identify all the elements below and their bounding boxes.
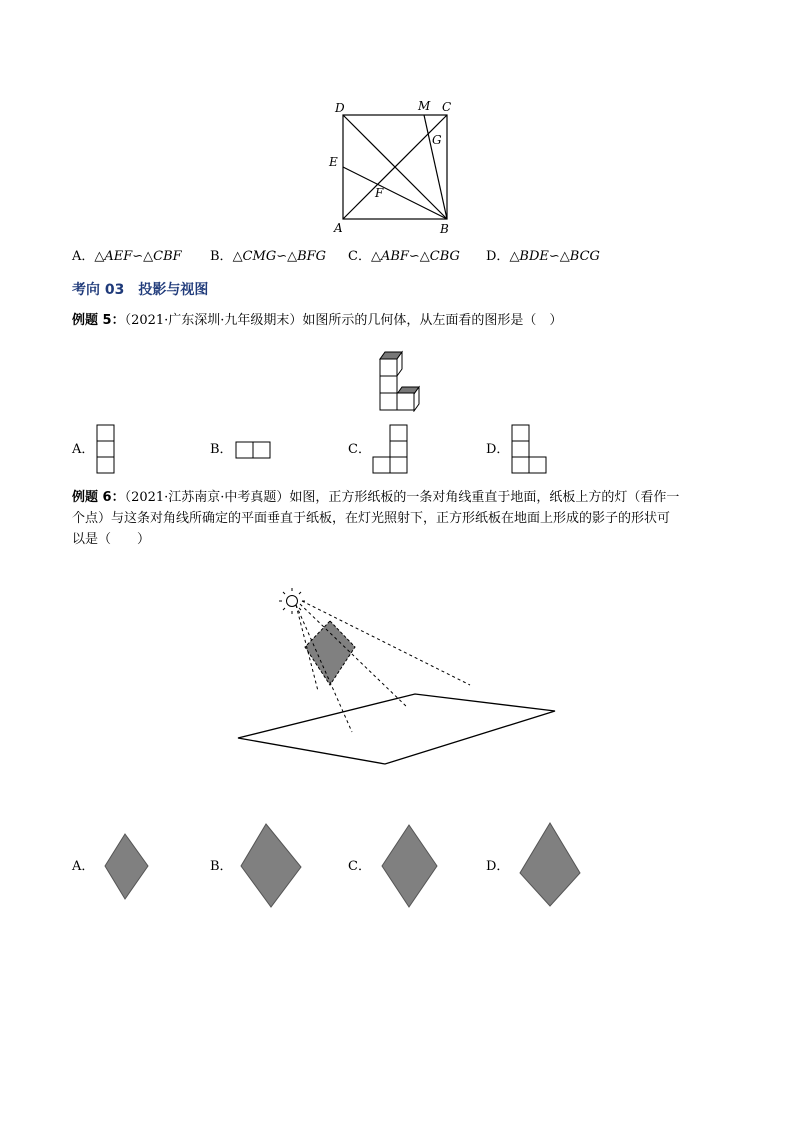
label-M: M: [418, 99, 431, 113]
e5-option-d[interactable]: D．: [486, 442, 510, 457]
e6-option-d-shape[interactable]: [517, 821, 583, 909]
section-heading: 考向 03 投影与视图: [72, 282, 209, 298]
label-G: G: [432, 133, 442, 147]
q4-option-a[interactable]: A．△AEF∽△CBF: [72, 249, 182, 264]
lamp-projection-figure: [230, 585, 565, 775]
e5-option-b-figure[interactable]: [235, 441, 273, 460]
e6-option-c[interactable]: C．: [348, 859, 371, 874]
e5-option-c-figure[interactable]: [372, 424, 410, 476]
e6-option-a[interactable]: A．: [72, 859, 95, 874]
square-figure: [325, 95, 465, 235]
label-A: A: [334, 221, 343, 235]
example6-question: 例题 6：（2021·江苏南京·中考真题）如图，正方形纸板的一条对角线重直于地面，纸板上方的灯（看作一 个点）与这条对角线所确定的平面垂直于纸板，在灯光照射下，正方形纸板在地面上形成的影子的形状可 以是（ ）: [72, 490, 680, 547]
cube-solid-figure: [372, 348, 422, 412]
e6-option-b-shape[interactable]: [238, 822, 304, 910]
example5-label: 例题 5：: [72, 313, 125, 328]
example6-label: 例题 6：: [72, 490, 125, 505]
label-D: D: [335, 101, 345, 115]
q4-option-b[interactable]: B．△CMG∽△BFG: [210, 249, 327, 264]
e5-option-a-figure[interactable]: [96, 424, 116, 476]
label-E: E: [329, 155, 338, 169]
e5-option-d-figure[interactable]: [511, 424, 549, 476]
label-C: C: [442, 100, 452, 114]
e6-option-b[interactable]: B．: [210, 859, 233, 874]
label-F: F: [375, 186, 384, 200]
e6-option-d[interactable]: D．: [486, 859, 510, 874]
e6-option-c-shape[interactable]: [380, 823, 440, 911]
label-B: B: [440, 222, 449, 235]
e5-option-c[interactable]: C．: [348, 442, 371, 457]
example5-text: （2021·广东深圳·九年级期末）如图所示的几何体，从左面看的图形是（ ）: [124, 313, 563, 328]
example5-question: [72, 311, 562, 331]
e6-option-a-shape[interactable]: [103, 832, 151, 902]
e5-option-b[interactable]: B．: [210, 442, 233, 457]
e5-option-a[interactable]: A．: [72, 442, 95, 457]
q4-option-d[interactable]: D．△BDE∽△BCG: [486, 249, 600, 264]
q4-option-c[interactable]: C．△ABF∽△CBG: [348, 249, 460, 264]
